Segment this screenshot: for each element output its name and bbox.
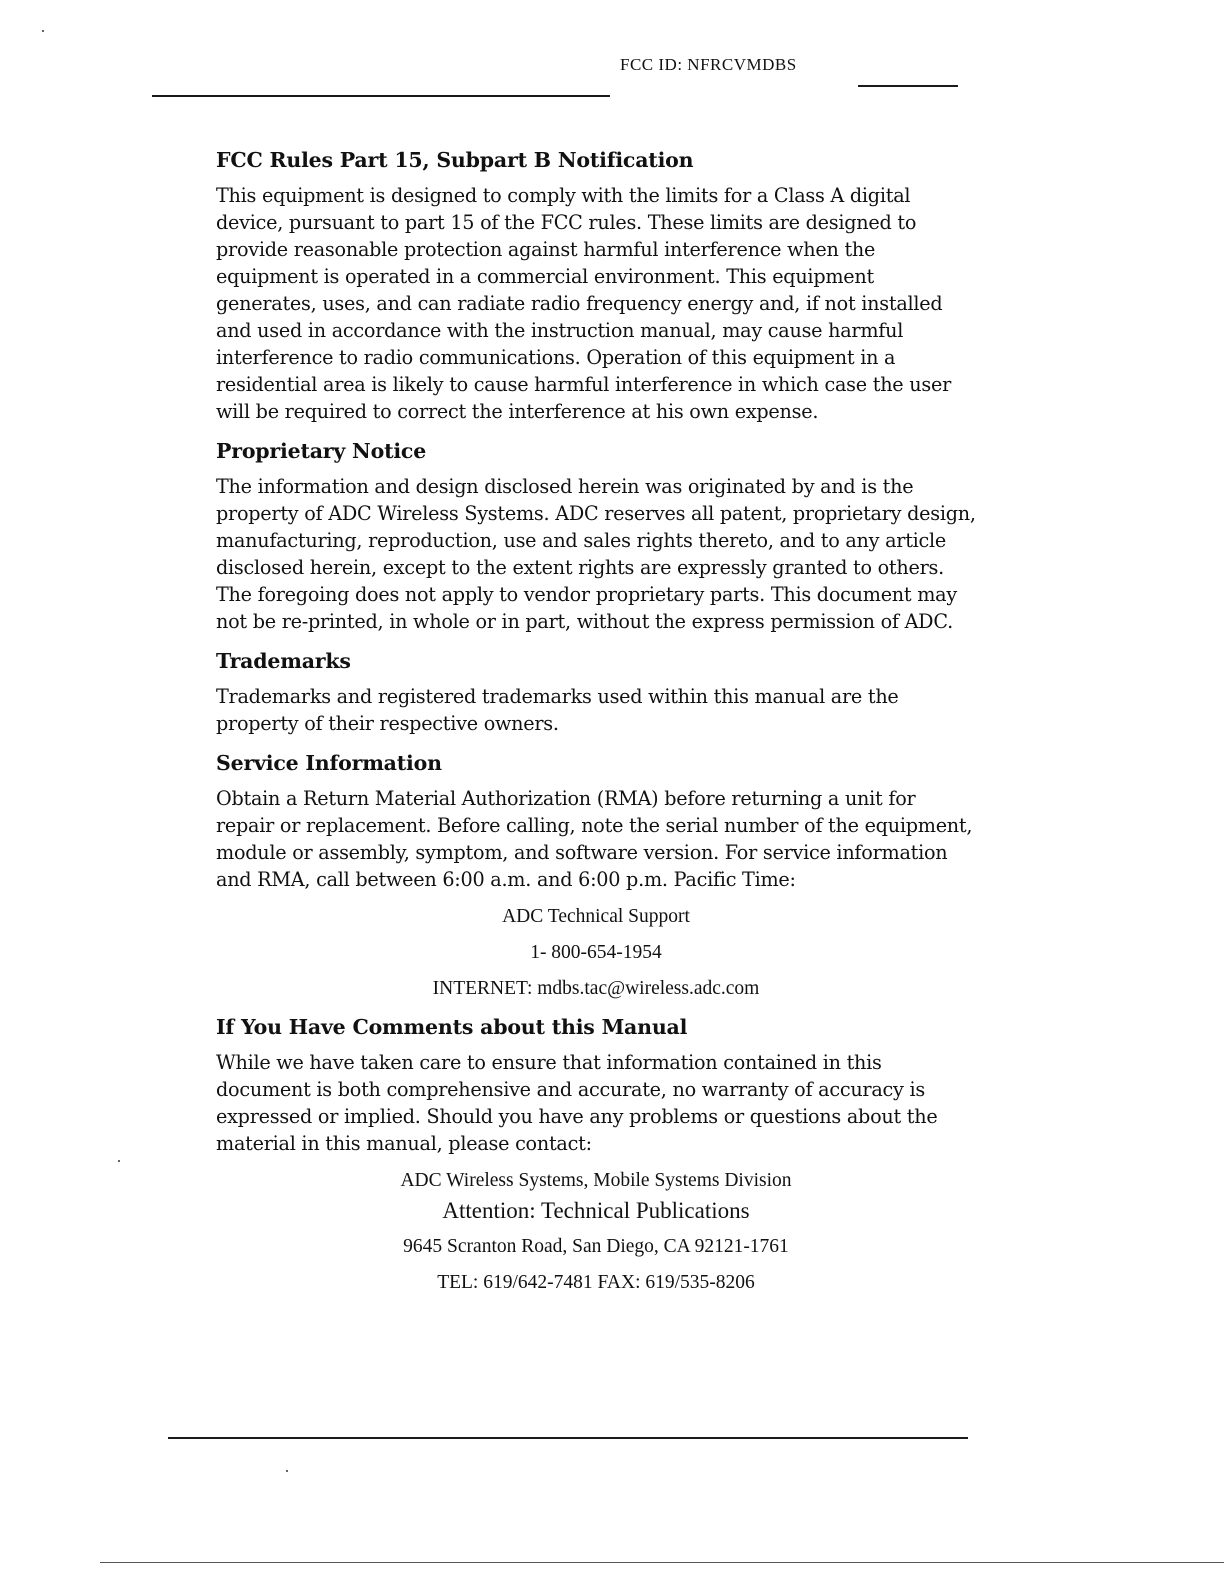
footer-rule [168,1437,968,1439]
header-rule-right [858,85,958,87]
section-heading: Service Information [216,751,442,775]
section-body: Obtain a Return Material Authorization (RMA) before returning a unit for repair or replacement. Before calling, note the serial number of the equipment, module or assembly, symptom, and software version. For service information and RMA, call between 6:00 a.m. and 6:00 p.m. Pacific Time: [216,787,973,891]
proprietary-notice-section [216,439,976,635]
section-heading: If You Have Comments about this Manual [216,1015,688,1039]
section-heading: Proprietary Notice [216,439,427,463]
support-internet: INTERNET: mdbs.tac@wireless.adc.com [432,978,760,999]
contact-tel-fax: TEL: 619/642-7481 FAX: 619/535-8206 [437,1272,755,1293]
scan-speck [42,30,44,32]
contact-address: 9645 Scranton Road, San Diego, CA 92121-1761 [403,1236,789,1257]
section-body: The information and design disclosed herein was originated by and is the property of ADC Wireless Systems. ADC reserves all patent, proprietary design, manufacturing, reproduction, use and sales rights thereto, and to any article disclosed herein, except to the extent rights are expressly granted to others. The foregoing does not apply to vendor proprietary parts. This document may not be re-printed, in whole or in part, without the express permission of ADC. [216,475,976,633]
section-body: This equipment is designed to comply with the limits for a Class A digital device, pursuant to part 15 of the FCC rules. These limits are designed to provide reasonable protection against harmful interference when the equipment is operated in a commercial environment. This equipment generates, uses, and can radiate radio frequency energy and, if not installed and used in accordance with the instruction manual, may cause harmful interference to radio communications. Operation of this equipment in a residential area is likely to cause harmful interference in which case the user will be required to correct the interference at his own expense. [216,184,951,423]
bottom-edge-rule [100,1562,1224,1563]
contact-attention: Attention: Technical Publications [442,1198,750,1223]
trademarks-section [216,649,976,737]
fcc-notification-section [216,148,976,425]
section-heading: Trademarks [216,649,351,673]
comments-section [216,1015,976,1295]
section-body: While we have taken care to ensure that information contained in this document is both comprehensive and accurate, no warranty of accuracy is expressed or implied. Should you have any problems or questions about the material in this manual, please contact: [216,1051,938,1155]
service-information-section [216,751,976,1001]
support-phone: 1- 800-654-1954 [530,942,662,963]
section-body: Trademarks and registered trademarks used within this manual are the property of their respective owners. [216,685,899,735]
fcc-id-header: FCC ID: NFRCVMDBS [620,55,797,74]
scan-speck [286,1470,288,1472]
scan-speck [118,1160,120,1162]
support-name: ADC Technical Support [502,906,690,927]
main-content [216,148,976,1309]
contact-company: ADC Wireless Systems, Mobile Systems Division [400,1170,792,1191]
section-heading: FCC Rules Part 15, Subpart B Notification [216,148,694,172]
header-rule-left [152,95,610,97]
